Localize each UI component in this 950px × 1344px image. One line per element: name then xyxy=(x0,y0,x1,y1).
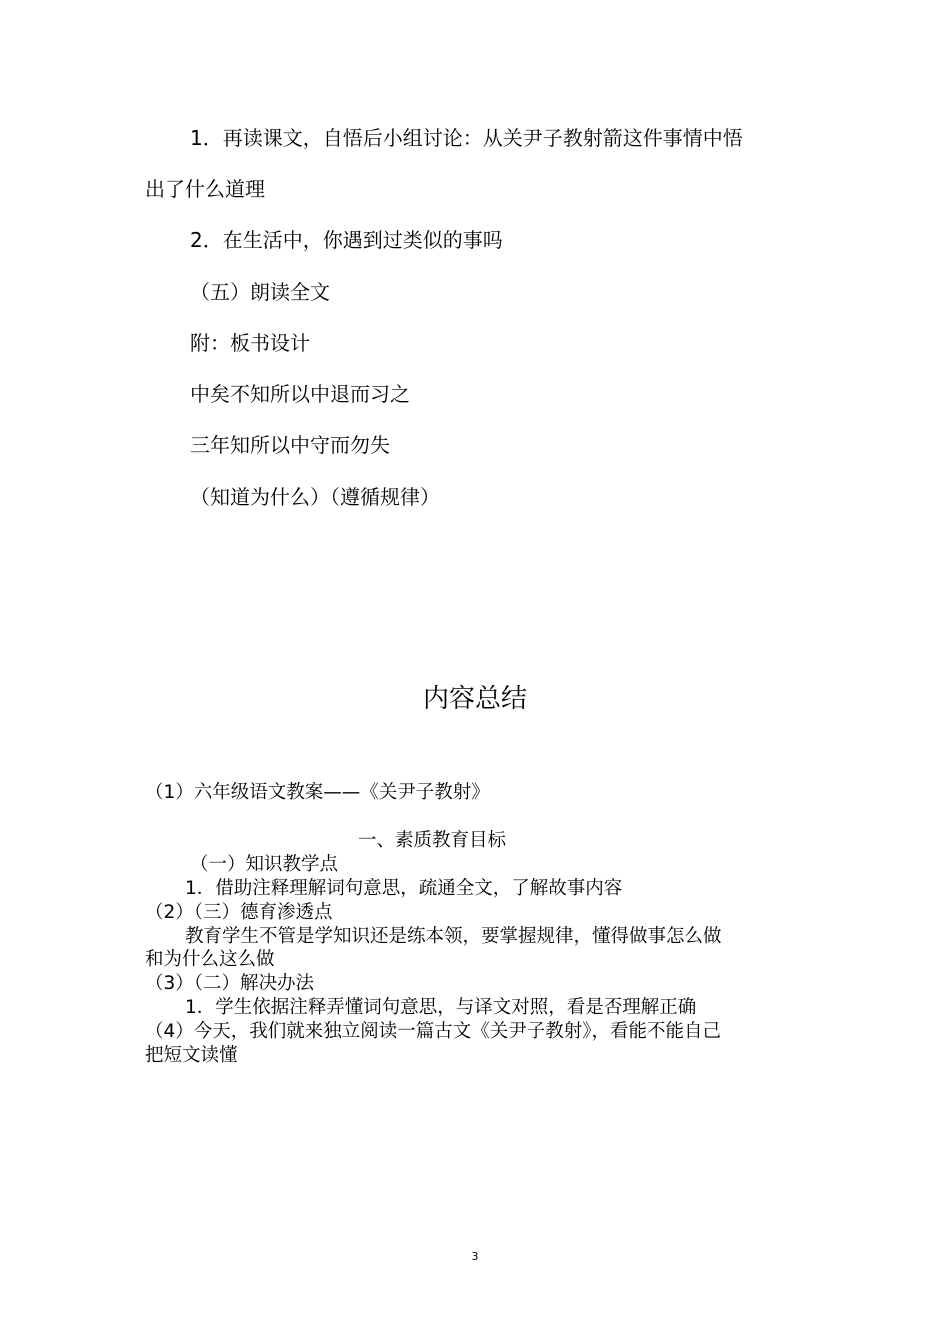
summary-line: 1．借助注释理解词句意思，疏通全文，了解故事内容 xyxy=(185,878,623,899)
body-line: 2．在生活中，你遇到过类似的事吗 xyxy=(190,228,503,252)
summary-line: 一、素质教育目标 xyxy=(358,830,507,851)
body-line: 1．再读课文，自悟后小组讨论：从关尹子教射箭这件事情中悟 xyxy=(190,126,743,150)
body-line: （五）朗读全文 xyxy=(190,280,330,304)
body-line: 附：板书设计 xyxy=(190,331,310,355)
summary-line: 教育学生不管是学知识还是练本领，要掌握规律，懂得做事怎么做 xyxy=(185,926,722,947)
summary-line: 1．学生依据注释弄懂词句意思，与译文对照，看是否理解正确 xyxy=(185,997,697,1018)
summary-line: （3）（二）解决办法 xyxy=(145,973,315,994)
blackboard-line: （知道为什么）（遵循规律） xyxy=(190,485,440,509)
summary-line: （2）（三）德育渗透点 xyxy=(145,902,333,923)
section-title: 内容总结 xyxy=(422,684,527,714)
blackboard-line: 三年知所以中守而勿失 xyxy=(190,433,390,457)
blackboard-line: 中矣不知所以中退而习之 xyxy=(190,382,410,406)
summary-line: （一）知识教学点 xyxy=(190,854,339,875)
page-number: 3 xyxy=(471,1250,479,1263)
body-line: 出了什么道理 xyxy=(145,177,265,201)
summary-line: （4）今天，我们就来独立阅读一篇古文《关尹子教射》，看能不能自己 xyxy=(145,1021,722,1042)
summary-line: 和为什么这么做 xyxy=(145,949,275,970)
summary-line: 把短文读懂 xyxy=(145,1045,238,1066)
summary-line: （1）六年级语文教案——《关尹子教射》 xyxy=(145,782,490,803)
